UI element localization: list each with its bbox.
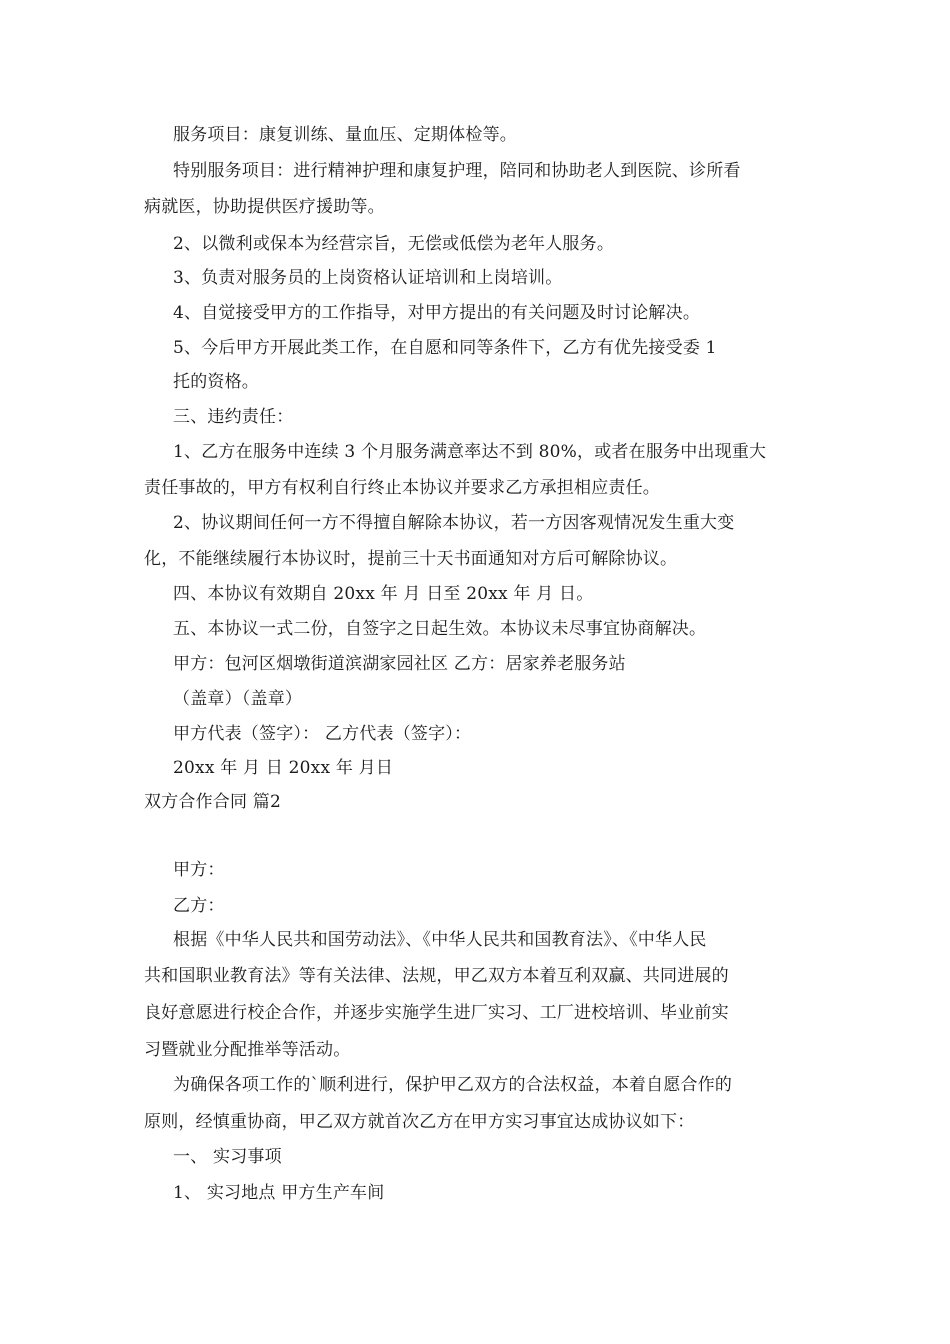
text-line: 1、乙方在服务中连续 3 个月服务满意率达不到 80%，或者在服务中出现重大 [173, 442, 767, 462]
text-line: 化，不能继续履行本协议时，提前三十天书面通知对方后可解除协议。 [144, 549, 678, 569]
text-line: 为确保各项工作的`顺利进行，保护甲乙双方的合法权益，本着自愿合作的 [173, 1075, 733, 1095]
text-line: 原则，经慎重协商，甲乙双方就首次乙方在甲方实习事宜达成协议如下： [144, 1112, 695, 1132]
signature-line: 甲方代表（签字）： 乙方代表（签字）： [173, 724, 472, 744]
text-line: 四、本协议有效期自 20xx 年 月 日至 20xx 年 月 日。 [173, 584, 594, 604]
text-line: 4、自觉接受甲方的工作指导，对甲方提出的有关问题及时讨论解决。 [173, 303, 701, 323]
text-line: 五、本协议一式二份，自签字之日起生效。本协议未尽事宜协商解决。 [173, 619, 707, 639]
section-heading: 一、 实习事项 [173, 1147, 282, 1167]
party-line: 甲方：包河区烟墩街道滨湖家园社区 乙方：居家养老服务站 [173, 654, 626, 674]
date-line: 20xx 年 月 日 20xx 年 月日 [173, 758, 394, 778]
section-heading: 三、违约责任： [173, 407, 294, 427]
party-a-line: 甲方： [173, 860, 225, 880]
text-line: 责任事故的，甲方有权利自行终止本协议并要求乙方承担相应责任。 [144, 478, 660, 498]
text-line: 病就医，协助提供医疗援助等。 [144, 197, 385, 217]
text-line: 服务项目：康复训练、量血压、定期体检等。 [173, 125, 517, 145]
text-line: 5、今后甲方开展此类工作，在自愿和同等条件下，乙方有优先接受委 1 [173, 338, 717, 358]
text-line: 根据《中华人民共和国劳动法》、《中华人民共和国教育法》、《中华人民 [173, 930, 707, 950]
section-title: 双方合作合同 篇2 [144, 792, 282, 812]
text-line: 托的资格。 [173, 372, 259, 392]
text-line: 良好意愿进行校企合作，并逐步实施学生进厂实习、工厂进校培训、毕业前实 [144, 1003, 729, 1023]
text-line: 2、以微利或保本为经营宗旨，无偿或低偿为老年人服务。 [173, 234, 615, 254]
text-line: 共和国职业教育法》等有关法律、法规，甲乙双方本着互利双赢、共同进展的 [144, 966, 729, 986]
party-b-line: 乙方： [173, 896, 225, 916]
text-line: 2、协议期间任何一方不得擅自解除本协议，若一方因客观情况发生重大变 [173, 513, 735, 533]
text-line: 1、 实习地点 甲方生产车间 [173, 1183, 385, 1203]
text-line: 3、负责对服务员的上岗资格认证培训和上岗培训。 [173, 268, 563, 288]
text-line: 习暨就业分配推举等活动。 [144, 1040, 351, 1060]
seal-line: （盖章）（盖章） [173, 689, 303, 709]
text-line: 特别服务项目：进行精神护理和康复护理，陪同和协助老人到医院、诊所看 [173, 161, 741, 181]
